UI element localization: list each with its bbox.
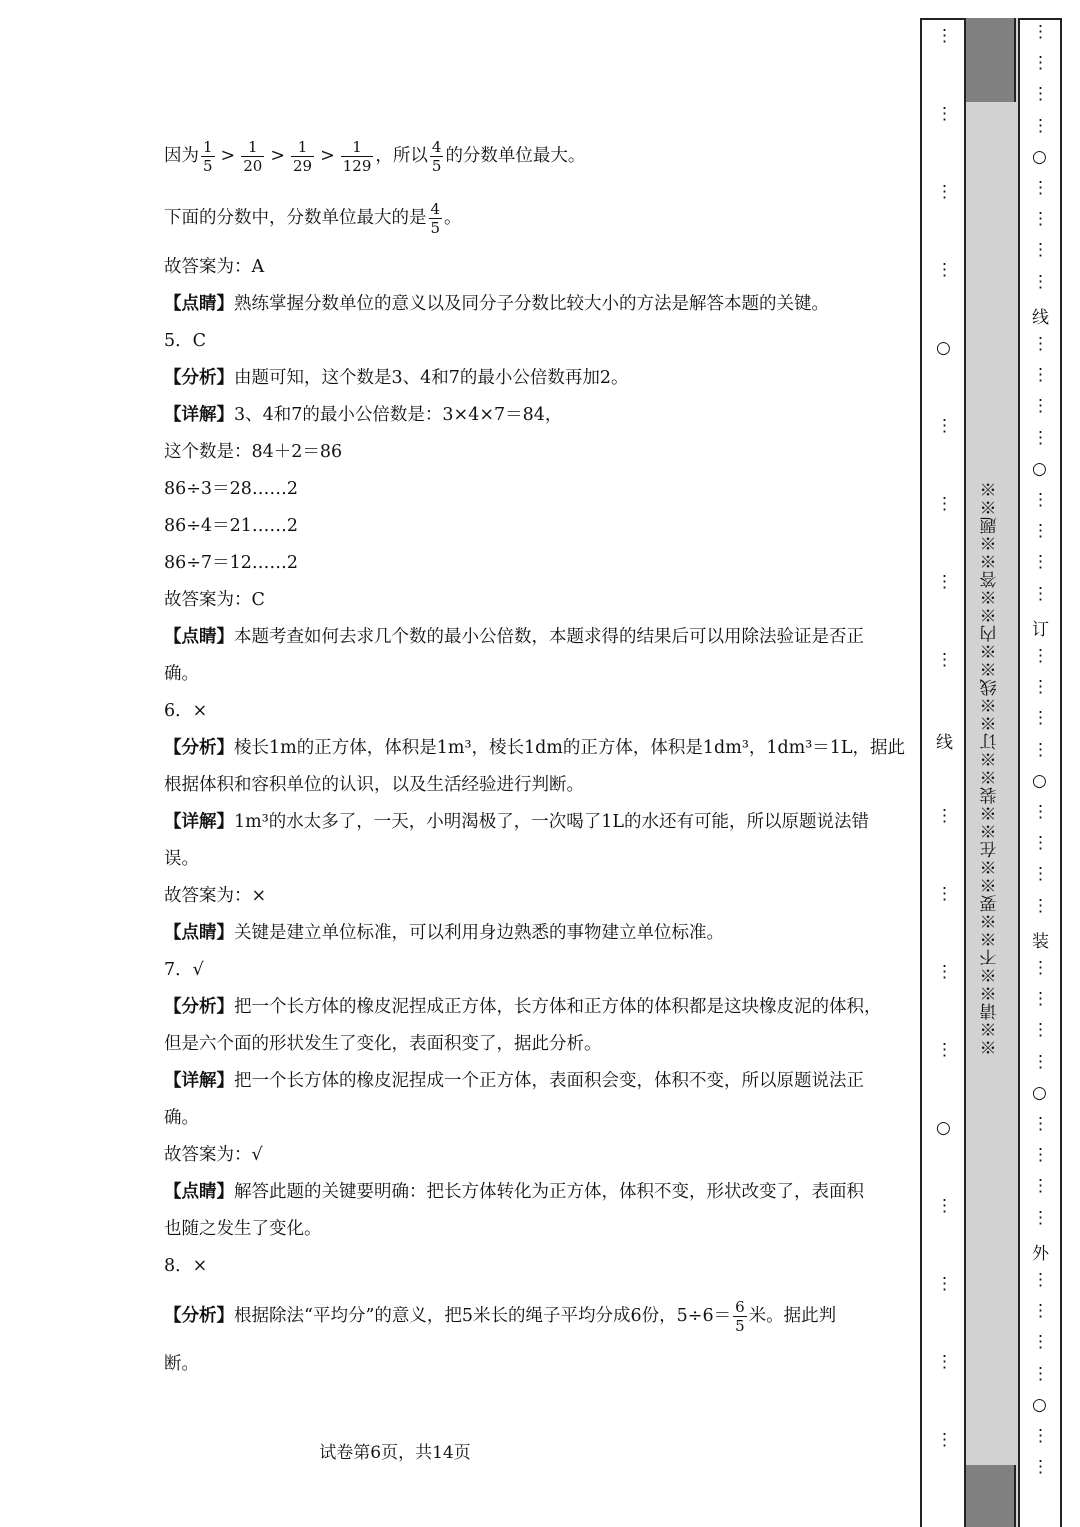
dots-mark: ⋮ xyxy=(936,1196,953,1216)
line: 确。 xyxy=(164,1108,199,1128)
line: 【点睛】解答此题的关键要明确：把长方体转化为正方体，体积不变，形状改变了，表面积 xyxy=(164,1182,864,1202)
dots-mark: ⋮ xyxy=(1032,583,1049,604)
dots-mark: ⋮ xyxy=(1032,53,1049,74)
dots-mark: ⋮ xyxy=(1032,115,1049,136)
dots-mark: ⋮ xyxy=(936,884,953,904)
line: 【详解】把一个长方体的橡皮泥捏成一个正方体，表面积会变，体积不变，所以原题说法正 xyxy=(164,1071,864,1091)
dots-mark: ⋮ xyxy=(936,962,953,982)
fraction: $\frac{1}{5}$ xyxy=(203,138,213,175)
binding-label: 外 xyxy=(1032,1243,1049,1264)
dots-mark: ⋮ xyxy=(1032,739,1049,760)
line: 故答案为：√ xyxy=(164,1145,263,1165)
dots-mark: ⋮ xyxy=(1032,1270,1049,1290)
dots-mark: ⋮ xyxy=(1032,365,1049,386)
dots-mark: ⋮ xyxy=(1032,427,1049,448)
dots-mark: ⋮ xyxy=(1032,864,1049,885)
line: 故答案为：× xyxy=(164,886,267,906)
line: 【详解】1m³的水太多了，一天，小明渴极了，一次喝了1L的水还有可能，所以原题说法错 xyxy=(164,812,869,832)
binding-inner-column xyxy=(920,18,966,1527)
dots-mark: ⋮ xyxy=(1032,833,1049,854)
binding-label: 装 xyxy=(1032,931,1049,952)
question-number: 7．√ xyxy=(164,960,204,980)
dots-mark: ⋮ xyxy=(936,104,953,124)
line: 86÷4＝21……2 xyxy=(164,516,298,536)
line: 【点睛】熟练掌握分数单位的意义以及同分子分数比较大小的方法是解答本题的关键。 xyxy=(164,294,829,314)
circle-mark: ○ xyxy=(936,338,951,358)
dots-mark: ⋮ xyxy=(936,416,953,436)
line: 误。 xyxy=(164,849,199,869)
circle-mark: ○ xyxy=(936,1118,951,1138)
dots-mark: ⋮ xyxy=(1032,1207,1049,1228)
line: 【分析】由题可知，这个数是3、4和7的最小公倍数再加2。 xyxy=(164,368,629,388)
line: 确。 xyxy=(164,664,199,684)
dots-mark: ⋮ xyxy=(1032,1332,1049,1353)
line: 故答案为：A xyxy=(164,257,265,277)
line: 【分析】根据除法“平均分”的意义，把5米长的绳子平均分成6份，5÷6＝ $\frac{6}{5}$ 米。据此判 xyxy=(164,1298,837,1335)
circle-mark: ○ xyxy=(1032,1394,1047,1415)
dots-mark: ⋮ xyxy=(1032,334,1049,354)
fraction: $\frac{6}{5}$ xyxy=(735,1298,745,1335)
dots-mark: ⋮ xyxy=(936,806,953,826)
line: 故答案为：C xyxy=(164,590,265,610)
line-label: 线 xyxy=(936,733,953,753)
line: 86÷7＝12……2 xyxy=(164,553,298,573)
dots-mark: ⋮ xyxy=(936,1352,953,1372)
dots-mark: ⋮ xyxy=(1032,1363,1049,1384)
binding-warning-text: ※※请※※不※※要※※在※※装※※订※※线※※内※※答※※题※※ xyxy=(980,480,1001,1056)
dots-mark: ⋮ xyxy=(1032,178,1049,198)
dots-mark: ⋮ xyxy=(1032,1176,1049,1197)
dots-mark: ⋮ xyxy=(1032,22,1049,42)
dots-mark: ⋮ xyxy=(1032,1051,1049,1072)
dots-mark: ⋮ xyxy=(936,1274,953,1294)
circle-mark: ○ xyxy=(1032,770,1047,791)
question-number: 8．× xyxy=(164,1256,208,1276)
line: 【详解】3、4和7的最小公倍数是：3×4×7＝84， xyxy=(164,405,563,425)
line: 也随之发生了变化。 xyxy=(164,1219,322,1239)
dots-mark: ⋮ xyxy=(936,1430,953,1450)
dots-mark: ⋮ xyxy=(936,26,953,46)
question-number: 5．C xyxy=(164,331,207,351)
dots-mark: ⋮ xyxy=(1032,490,1049,510)
dots-mark: ⋮ xyxy=(936,650,953,670)
dots-mark: ⋮ xyxy=(1032,1426,1049,1446)
line: 这个数是：84＋2＝86 xyxy=(164,442,343,462)
line: 【点睛】关键是建立单位标准，可以利用身边熟悉的事物建立单位标准。 xyxy=(164,923,724,943)
circle-mark: ○ xyxy=(1032,146,1047,167)
line: 但是六个面的形状发生了变化，表面积变了，据此分析。 xyxy=(164,1034,602,1054)
line: 断。 xyxy=(164,1354,199,1374)
fraction: $\frac{4}{5}$ xyxy=(430,200,441,237)
binding-label: 订 xyxy=(1032,619,1049,640)
fraction: $\frac{1}{20}$ xyxy=(243,138,263,175)
line-answer-statement: 下面的分数中，分数单位最大的是 $\frac{4}{5}$ 。 xyxy=(164,200,462,237)
dots-mark: ⋮ xyxy=(1032,1020,1049,1041)
dots-mark: ⋮ xyxy=(1032,240,1049,261)
question-number: 6．× xyxy=(164,701,208,721)
dots-mark: ⋮ xyxy=(1032,521,1049,542)
dots-mark: ⋮ xyxy=(1032,646,1049,666)
line: 根据体积和容积单位的认识，以及生活经验进行判断。 xyxy=(164,775,584,795)
line: 86÷3＝28……2 xyxy=(164,479,298,499)
dots-mark: ⋮ xyxy=(1032,1114,1049,1134)
line: 【点睛】本题考查如何去求几个数的最小公倍数，本题求得的结果后可以用除法验证是否正 xyxy=(164,627,864,647)
dots-mark: ⋮ xyxy=(1032,895,1049,916)
dots-mark: ⋮ xyxy=(1032,209,1049,230)
circle-mark: ○ xyxy=(1032,1082,1047,1103)
fraction: $\frac{1}{29}$ xyxy=(292,138,313,175)
binding-dark-block-top xyxy=(964,18,1016,102)
dots-mark: ⋮ xyxy=(1032,1457,1049,1478)
dots-mark: ⋮ xyxy=(1032,552,1049,573)
line-fraction-compare: 因为 $\frac{1}{5}$ > $\frac{1}{20}$ > $\frac{1}{29}$ > $\frac{1}{129}$ ，所以 $\frac{4}{5}$ 的分数单位最大。 xyxy=(164,138,586,175)
dots-mark: ⋮ xyxy=(1032,958,1049,978)
circle-mark: ○ xyxy=(1032,458,1047,479)
fraction: $\frac{4}{5}$ xyxy=(431,138,442,175)
dots-mark: ⋮ xyxy=(936,182,953,202)
dots-mark: ⋮ xyxy=(1032,802,1049,822)
dots-mark: ⋮ xyxy=(1032,271,1049,292)
dots-mark: ⋮ xyxy=(1032,1301,1049,1322)
dots-mark: ⋮ xyxy=(1032,989,1049,1010)
binding-dark-block-bottom xyxy=(964,1465,1016,1527)
dots-mark: ⋮ xyxy=(1032,708,1049,729)
dots-mark: ⋮ xyxy=(936,494,953,514)
dots-mark: ⋮ xyxy=(1032,84,1049,105)
fraction: $\frac{1}{129}$ xyxy=(342,138,372,175)
dots-mark: ⋮ xyxy=(1032,677,1049,698)
dots-mark: ⋮ xyxy=(936,1040,953,1060)
dots-mark: ⋮ xyxy=(936,572,953,592)
dots-mark: ⋮ xyxy=(936,260,953,280)
line: 【分析】棱长1m的正方体，体积是1m³，棱长1dm的正方体，体积是1dm³，1dm³＝1L，据此 xyxy=(164,738,906,758)
text: 因为 xyxy=(164,146,199,166)
dots-mark: ⋮ xyxy=(1032,396,1049,417)
dots-mark: ⋮ xyxy=(1032,1145,1049,1166)
line: 【分析】把一个长方体的橡皮泥捏成正方体，长方体和正方体的体积都是这块橡皮泥的体积， xyxy=(164,997,882,1017)
page-footer: 试卷第6页，共14页 xyxy=(319,1443,471,1463)
binding-label: 线 xyxy=(1032,307,1049,328)
